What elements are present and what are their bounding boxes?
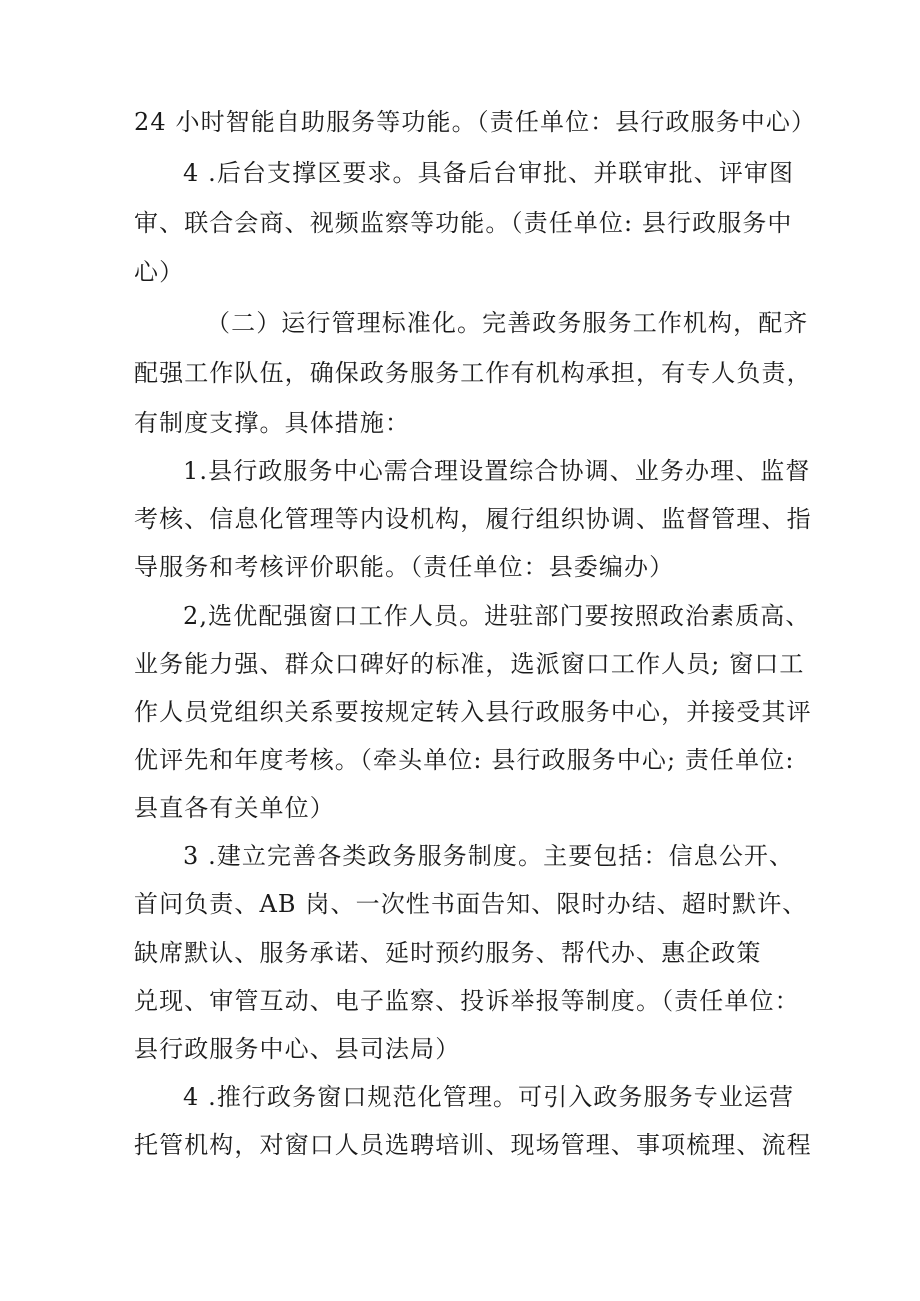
text-line: 缺席默认、服务承诺、延时预约服务、帮代办、惠企政策 [134,939,762,967]
text-line: 24 小时智能自助服务等功能。（责任单位：县行政服务中心） [134,108,817,136]
text-line: 4 .推行政务窗口规范化管理。可引入政务服务专业运营 [183,1083,795,1111]
text-line: 2,选优配强窗口工作人员。进驻部门要按照政治素质高、 [183,602,811,630]
text-line: 兑现、审管互动、电子监察、投诉举报等制度。（责任单位： [134,987,800,1015]
text-line: 首问负责、AB 岗、一次性书面告知、限时办结、超时默许、 [134,890,808,918]
text-line: 县行政服务中心、县司法局） [134,1035,461,1063]
text-line: 作人员党组织关系要按规定转入县行政服务中心，并接受其评 [134,698,812,726]
text-line: 业务能力强、群众口碑好的标准，选派窗口工作人员; 窗口工 [134,650,805,678]
text-line: 考核、信息化管理等内设机构，履行组织协调、监督管理、指 [134,505,812,533]
text-line: 审、联合会商、视频监察等功能。（责任单位: 县行政服务中 [134,209,793,237]
text-line: 县直各有关单位） [134,794,335,822]
text-line: 优评先和年度考核。（牵头单位: 县行政服务中心; 责任单位: [134,746,795,774]
text-line: 1.县行政服务中心需合理设置综合协调、业务办理、监督 [183,457,811,485]
text-line: 有制度支撑。具体措施： [134,409,411,437]
text-line: 导服务和考核评价职能。（责任单位：县委编办） [134,553,675,581]
section-heading: （二）运行管理标准化。完善政务服务工作机构，配齐 [206,309,809,337]
text-line: 托管机构，对窗口人员选聘培训、现场管理、事项梳理、流程 [134,1131,812,1159]
text-line: 心） [134,258,185,286]
text-line: 4 .后台支撑区要求。具备后台审批、并联审批、评审图 [183,159,795,187]
text-line: 配强工作队伍，确保政务服务工作有机构承担，有专人负责， [134,359,812,387]
text-line: 3 .建立完善各类政务服务制度。主要包括：信息公开、 [183,842,795,870]
